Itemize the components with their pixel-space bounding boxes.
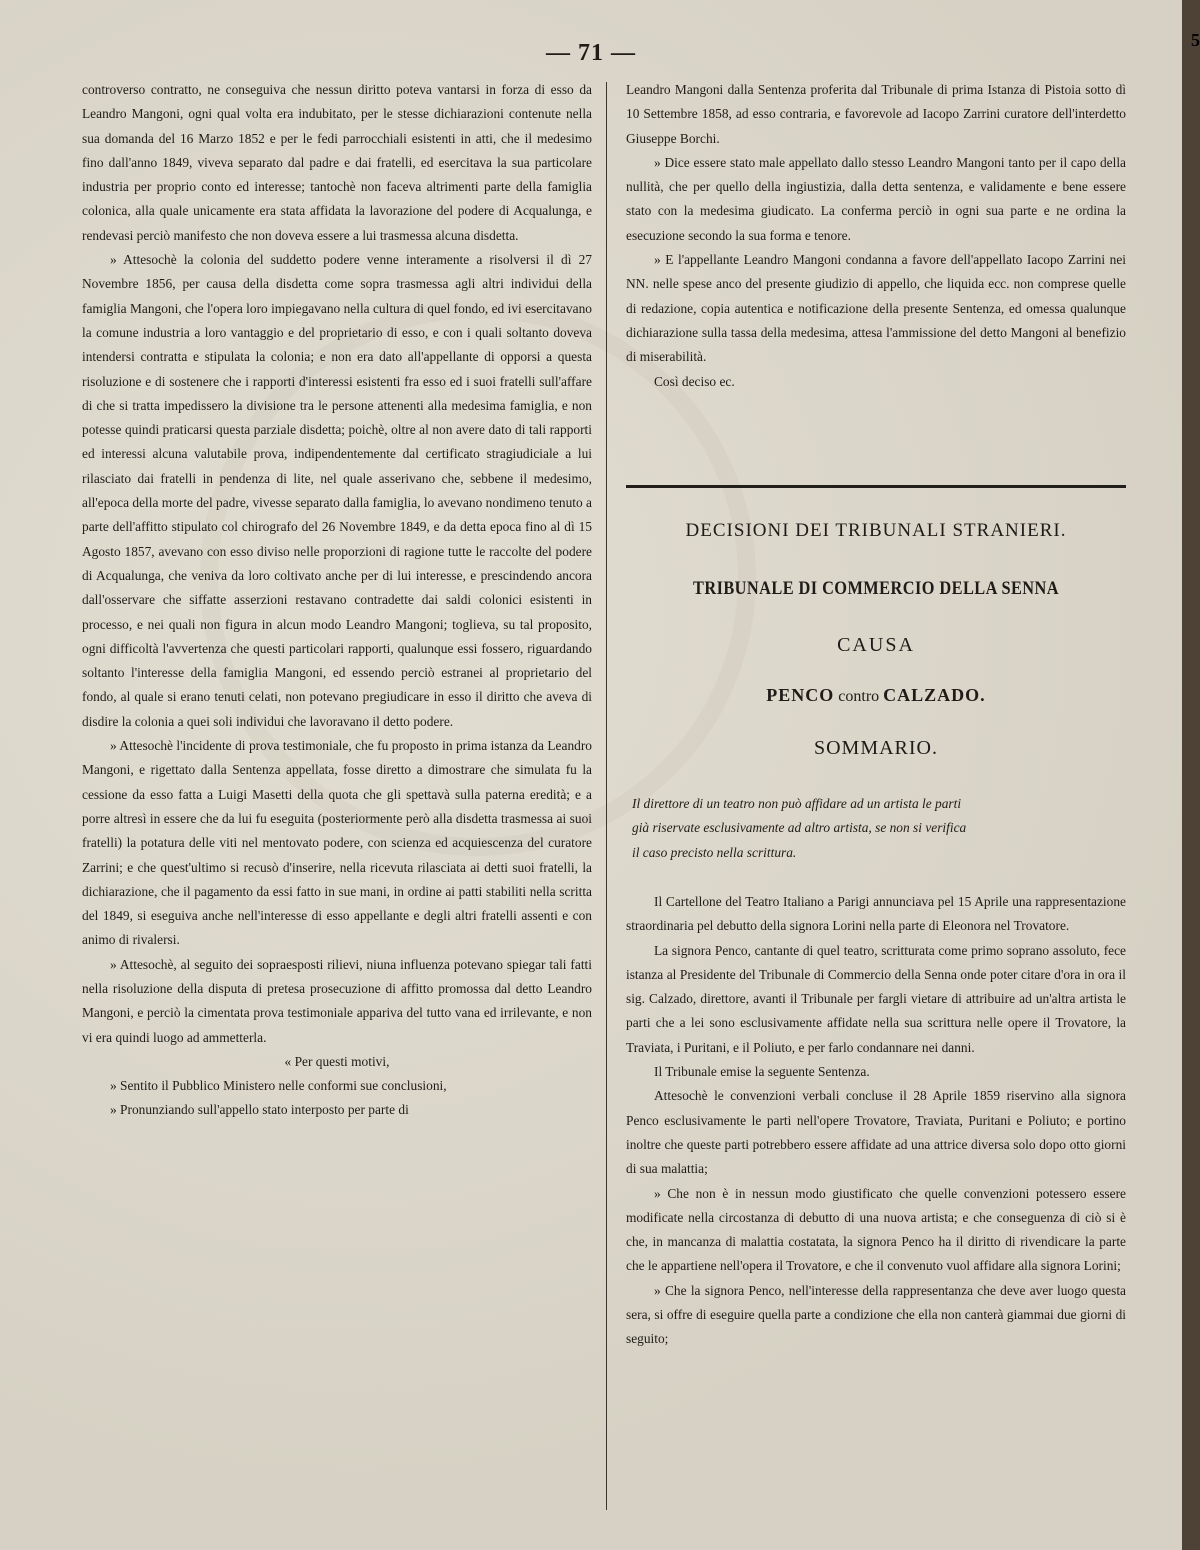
left-column: [82, 78, 592, 1123]
paragraph: » Pronunziando sull'appello stato interposto per parte di: [110, 1102, 409, 1118]
paragraph: Attesochè le convenzioni verbali concluse il 28 Aprile 1859 riservino alla signora Penco esclusivamente le parti nell'opere Trovatore, Traviata, Puritani e Poliuto; e portino inoltre che queste parti potrebbero essere affidate ad una attrice diversa solo dopo otto giorni di sua malattia;: [626, 1088, 1126, 1177]
paragraph: Leandro Mangoni dalla Sentenza proferita dal Tribunale di prima Istanza di Pistoia sotto dì 10 Settembre 1858, ad esso contraria, e favorevole ad Iacopo Zarrini curatore dell'interdetto Giuseppe Borchi.: [626, 82, 1126, 146]
paragraph: » Attesochè la colonia del suddetto podere venne interamente a risolversi il dì 27 Novembre 1856, per causa della disdetta come sopra trasmessa agli altri individui della famiglia Mangoni, che l'opera loro impiegavano nella cultura di quel fondo, ed ivi esercitavano la comune industria a loro vantaggio e del proprietario di esso, e con i quali soltanto doveva intendersi contratta e stipulata la colonia; e non era dato all'appellante di opporsi a questa risoluzione e di sostenere che i rapporti d'interessi esistenti fra esso ed i suoi fratelli sull'affare di che si tratta impedissero la divisione tra le persone attenenti alla medesima famiglia, e non potesse quindi praticarsi questa parziale disdetta; poichè, oltre al non avere dato di tali rapporti ed interessi alcuna valutabile prova, indipendentemente dal certificato stragiudiciale a lui rilasciato dai fratelli in pendenza di lite, nel quale asserivano che, sebbene il medesimo, all'epoca della morte del padre, vivesse separato dalla famiglia, lo avevano nondimeno tenuto a parte dell'affitto stipulato col chirografo del 26 Novembre 1849, e da detta epoca fino al dì 15 Agosto 1857, avevano con esso diviso nelle proporzioni di ragione tutte le raccolte del podere di Acqualunga, che veniva da loro coltivato anche per di lui interesse, e prescindendo ancora dall'osservare che siffatte asserzioni restavano contradette dai saldi colonici esistenti in processo, e nei quali non figura in alcun modo Leandro Mangoni; toglieva, su tal proposito, ogni difficoltà l'avvertenza che questi particolari rapporti, qualunque essi fossero, riguardando soltanto l'interesse della famiglia Mangoni, ed essendo perciò estranei al proprietario del fondo, al quale si erano tenuti celati, non potevano pregiudicare in esso il diritto che aveva di disdire la colonia a quei soli individui che lavoravano il detto podere.: [82, 252, 592, 729]
versus-label: contro: [838, 688, 880, 705]
right-column-bottom: [626, 890, 1126, 1352]
summary-line: già riservate esclusivamente ad altro artista, se non si verifica: [632, 820, 967, 836]
paragraph: Il Cartellone del Teatro Italiano a Parigi annunciava pel 15 Aprile una rappresentazione straordinaria pel debutto della signora Lorini nella parte di Eleonora nel Trovatore.: [626, 894, 1126, 934]
party-b: CALZADO.: [883, 685, 986, 705]
section-heading: DECISIONI DEI TRIBUNALI STRANIERI.: [685, 520, 1067, 541]
paragraph: » Attesochè l'incidente di prova testimoniale, che fu proposto in prima istanza da Leandro Mangoni, e rigettato dalla Sentenza appellata, fosse diretto a dimostrare che simulata fu la cessione da esso fatta a Luigi Masetti della quota che gli spettavà sulla paterna eredità; e a porre altresì in essere che da lui fu eseguita (posteriormente però alla disdetta trasmessa ai suoi fratelli) la potatura delle viti nel mentovato podere, con scienza ed acquiescenza del curatore Zarrini; e che quest'ultimo si recusò d'inserire, nella ricevuta rilasciata ai detti suoi fratelli, la dichiarazione, che il pagamento da essi fatto in sue mani, in ordine ai patti stabiliti nella scritta del 1849, si eseguiva anche nell'interesse di esso appellante e degli altri fratelli assenti e con animo di rivalersi.: [82, 738, 592, 948]
paragraph: » Attesochè, al seguito dei sopraesposti rilievi, niuna influenza potevano spiegar tali fatti nella risoluzione della disputa di pretesa prosecuzione di affitto promossa dal detto Leandro Mangoni, e perciò la cimentata prova testimoniale appariva del tutto vana ed irrilevante, e non vi era quindi luogo ad ammetterla.: [82, 956, 592, 1045]
paragraph: » Che non è in nessun modo giustificato che quelle convenzioni potessero essere modificate nella circostanza di debutto di una nuova artista; e che conseguenza di ciò si è che, in mancanza di malattia costatata, la signora Penco ha il diritto di rivendicare la parte che le appartiene nell'opera il Trovatore, e che il convenuto vuol affidare alla signora Lorini;: [626, 1185, 1126, 1274]
paragraph: Il Tribunale emise la seguente Sentenza.: [654, 1064, 870, 1080]
causa-heading: CAUSA: [837, 634, 915, 656]
right-column-top: [626, 78, 1126, 394]
summary-line: il caso precisto nella scrittura.: [632, 844, 797, 860]
party-a: PENCO: [766, 685, 835, 705]
paragraph: « Per questi motivi,: [284, 1053, 390, 1069]
paragraph: Così deciso ec.: [654, 373, 735, 389]
sommario-heading: SOMMARIO.: [813, 737, 939, 759]
summary-text: [626, 792, 1126, 865]
paragraph: » Che la signora Penco, nell'interesse della rappresentanza che deve aver luogo questa sera, si offre di eseguire quella parte a condizione che ella non canterà giammai due giorni di seguito;: [626, 1282, 1126, 1347]
parties-heading: [626, 685, 1126, 706]
court-heading: TRIBUNALE DI COMMERCIO DELLA SENNA: [693, 578, 1059, 599]
paragraph: » E l'appellante Leandro Mangoni condanna a favore dell'appellato Iacopo Zarrini nei NN. nelle spese anco del presente giudizio di appello, che liquida ecc. non comprese quelle di redazione, copia autentica e notificazione della presente Sentenza, ed omessa qualunque dichiarazione sulla tassa della medesima, attesa l'ammissione del detto Mangoni al benefizio di miserabilità.: [626, 252, 1126, 365]
paragraph: » Sentito il Pubblico Ministero nelle conformi sue conclusioni,: [110, 1078, 447, 1094]
page-edge: [1182, 0, 1200, 1550]
corner-mark: 5: [1191, 30, 1200, 50]
page-number: — 71 —: [546, 40, 636, 66]
section-rule: [626, 485, 1126, 488]
paragraph: » Dice essere stato male appellato dallo stesso Leandro Mangoni tanto per il capo della nullità, che per quello della ingiustizia, dalla detta sentenza, e validamente e bene essere stato con la medesima giudicato. La conferma perciò in ogni sua parte e ne ordina la esecuzione secondo la sua forma e tenore.: [626, 154, 1126, 243]
paragraph: controverso contratto, ne conseguiva che nessun diritto poteva vantarsi in forza di esso da Leandro Mangoni, ogni qual volta era indubitato, per le stesse dichiarazioni contenute nella sua domanda del 16 Marzo 1852 e per le fedi parrocchiali esistenti in atti, che il medesimo fino dall'anno 1849, viveva separato dal padre e dai fratelli, ed esercitava la sua particolare industria per proprio conto ed interesse; tantochè non faceva altrimenti parte della famiglia colonica, alla quale unicamente era stata affidata la lavorazione del podere di Acqualunga, e rendevasi perciò manifesto che non doveva essere a lui trasmessa alcuna disdetta.: [82, 82, 592, 243]
paragraph: La signora Penco, cantante di quel teatro, scritturata come primo soprano assoluto, fece istanza al Presidente del Tribunale di Commercio della Senna onde poter citare d'ora in ora il sig. Calzado, direttore, avanti il Tribunale per fargli vietare di attribuire ad un'altra artista le parti che a lei sono esclusivamente affidate nella sua scrittura nelle opere il Trovatore, la Traviata, i Puritani, e il Poliuto, e per farlo condannare nei danni.: [626, 942, 1126, 1055]
column-divider: [606, 82, 607, 1510]
summary-line: Il direttore di un teatro non può affidare ad un artista le parti: [632, 796, 962, 811]
